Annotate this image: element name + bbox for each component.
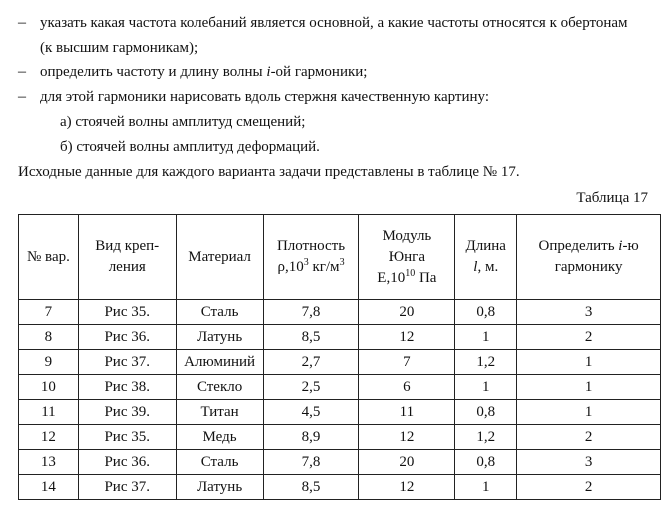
- cell-length: 1,2: [455, 350, 517, 375]
- cell-mount: Рис 39.: [78, 400, 176, 425]
- cell-variant: 12: [19, 425, 79, 450]
- table-caption: Таблица 17: [576, 190, 648, 206]
- table-header-row: [19, 215, 661, 300]
- bullet-dash: –: [18, 63, 26, 80]
- cell-modulus: 11: [359, 400, 455, 425]
- cell-density: 4,5: [263, 400, 359, 425]
- cell-material: Медь: [176, 425, 263, 450]
- sub-item: б) стоячей волны амплитуд деформаций.: [60, 139, 320, 155]
- cell-material: Стекло: [176, 375, 263, 400]
- header-variant: № вар.: [19, 215, 79, 300]
- bullet-text-continued: (к высшим гармоникам);: [40, 40, 199, 56]
- cell-modulus: 12: [359, 475, 455, 500]
- header-material: Материал: [176, 215, 263, 300]
- cell-material: Сталь: [176, 300, 263, 325]
- cell-harmonic: 2: [517, 325, 661, 350]
- bullet-text: для этой гармоники нарисовать вдоль стержня качественную картину:: [40, 89, 490, 105]
- table-row: [19, 425, 661, 450]
- cell-length: 0,8: [455, 300, 517, 325]
- header-modulus: Модуль Юнга $E,10^{10}$ Па: [359, 215, 455, 300]
- table-row: [19, 475, 661, 500]
- table-row: [19, 450, 661, 475]
- cell-harmonic: 2: [517, 475, 661, 500]
- cell-mount: Рис 36.: [78, 325, 176, 350]
- data-table: [18, 214, 661, 500]
- header-harmonic: Определить i-ю гармонику: [517, 215, 661, 300]
- bullet-dash: –: [18, 88, 26, 105]
- cell-modulus: 6: [359, 375, 455, 400]
- cell-length: 0,8: [455, 400, 517, 425]
- cell-length: 0,8: [455, 450, 517, 475]
- header-density: Плотность $\rho,10^3$ $кг/м^3$: [263, 215, 359, 300]
- cell-length: 1: [455, 375, 517, 400]
- cell-modulus: 20: [359, 450, 455, 475]
- cell-material: Латунь: [176, 475, 263, 500]
- cell-material: Латунь: [176, 325, 263, 350]
- cell-variant: 13: [19, 450, 79, 475]
- cell-density: 2,5: [263, 375, 359, 400]
- cell-density: 8,5: [263, 475, 359, 500]
- cell-variant: 7: [19, 300, 79, 325]
- header-mount: Вид креп- ления: [78, 215, 176, 300]
- table-row: [19, 300, 661, 325]
- cell-mount: Рис 35.: [78, 425, 176, 450]
- table-row: [19, 375, 661, 400]
- cell-harmonic: 1: [517, 350, 661, 375]
- cell-variant: 14: [19, 475, 79, 500]
- cell-harmonic: 1: [517, 400, 661, 425]
- cell-density: 2,7: [263, 350, 359, 375]
- cell-material: Сталь: [176, 450, 263, 475]
- cell-material: Алюминий: [176, 350, 263, 375]
- cell-mount: Рис 38.: [78, 375, 176, 400]
- cell-modulus: 7: [359, 350, 455, 375]
- cell-density: 8,9: [263, 425, 359, 450]
- cell-mount: Рис 36.: [78, 450, 176, 475]
- cell-variant: 10: [19, 375, 79, 400]
- cell-mount: Рис 35.: [78, 300, 176, 325]
- cell-variant: 9: [19, 350, 79, 375]
- bullet-text: указать какая частота колебаний является основной, а какие частоты относятся к обертонам: [40, 15, 628, 31]
- cell-mount: Рис 37.: [78, 350, 176, 375]
- table-row: [19, 350, 661, 375]
- cell-variant: 8: [19, 325, 79, 350]
- cell-modulus: 12: [359, 325, 455, 350]
- bullet-text: определить частоту и длину волны i-ой гармоники;: [40, 64, 368, 80]
- cell-harmonic: 1: [517, 375, 661, 400]
- header-length: Длина l, м.: [455, 215, 517, 300]
- cell-modulus: 12: [359, 425, 455, 450]
- cell-length: 1,2: [455, 425, 517, 450]
- cell-density: 8,5: [263, 325, 359, 350]
- cell-length: 1: [455, 325, 517, 350]
- cell-modulus: 20: [359, 300, 455, 325]
- cell-harmonic: 2: [517, 425, 661, 450]
- intro-paragraph: Исходные данные для каждого варианта задачи представлены в таблице № 17.: [18, 164, 520, 180]
- cell-harmonic: 3: [517, 450, 661, 475]
- cell-harmonic: 3: [517, 300, 661, 325]
- cell-material: Титан: [176, 400, 263, 425]
- cell-density: 7,8: [263, 300, 359, 325]
- table-row: [19, 325, 661, 350]
- sub-item: а) стоячей волны амплитуд смещений;: [60, 114, 306, 130]
- bullet-dash: –: [18, 14, 26, 31]
- cell-variant: 11: [19, 400, 79, 425]
- cell-length: 1: [455, 475, 517, 500]
- cell-mount: Рис 37.: [78, 475, 176, 500]
- cell-density: 7,8: [263, 450, 359, 475]
- table-row: [19, 400, 661, 425]
